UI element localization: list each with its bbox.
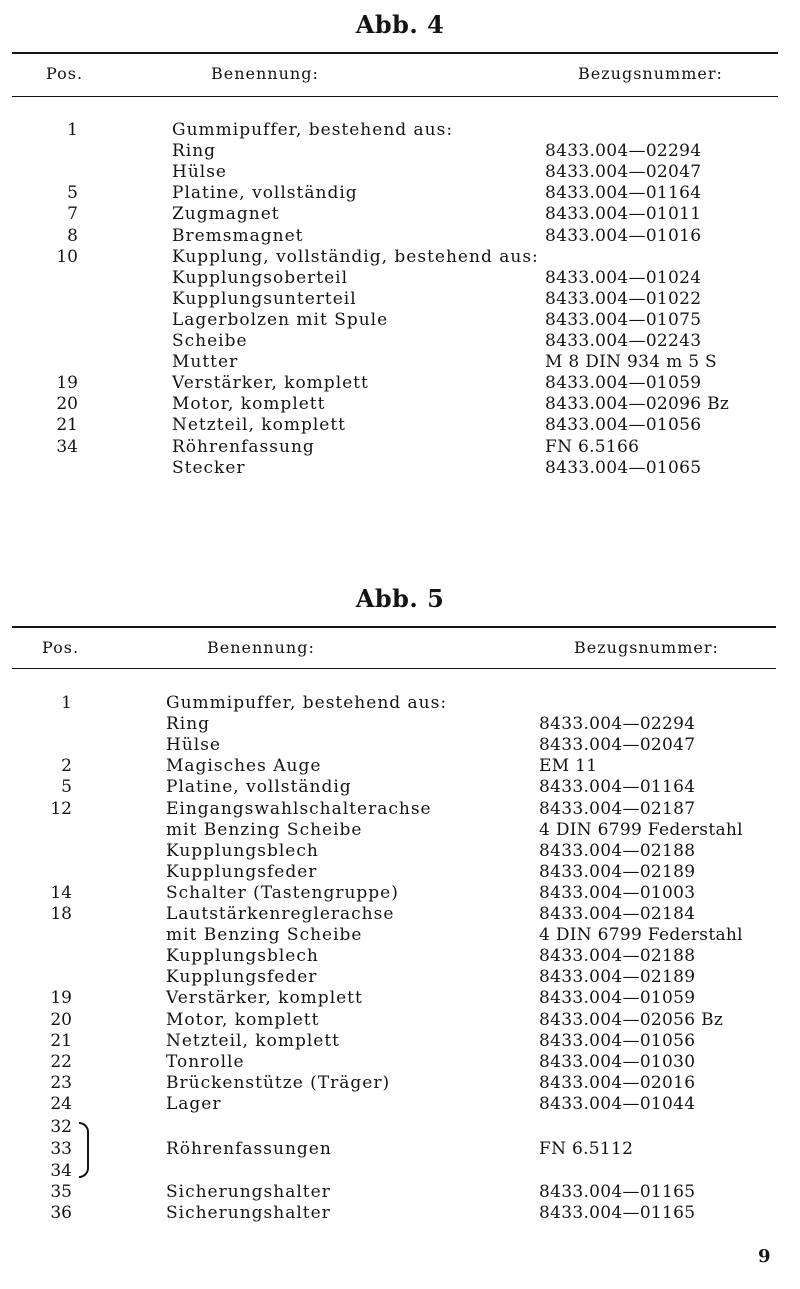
cell-benennung: Lager: [166, 1093, 222, 1114]
cell-bezugsnummer: 8433.004—01044: [539, 1093, 696, 1114]
table-row: [0, 1182, 800, 1203]
cell-benennung: Scheibe: [172, 331, 248, 351]
cell-pos: 2: [61, 756, 72, 777]
cell-pos: 23: [50, 1072, 72, 1093]
cell-bezugsnummer: 8433.004—01016: [545, 225, 702, 246]
table-row: [0, 693, 800, 714]
brace-grouping-32-34: [79, 1122, 89, 1178]
table-row: [0, 1073, 800, 1094]
table-row: [0, 331, 800, 352]
cell-benennung: Sicherungshalter: [166, 1203, 331, 1223]
cell-pos: 18: [50, 904, 72, 924]
cell-bezugsnummer: 8433.004—02047: [545, 162, 702, 183]
cell-benennung: Kupplungsblech: [166, 946, 319, 967]
cell-benennung: Magisches Auge: [166, 756, 322, 777]
cell-bezugsnummer: 8433.004—02056 Bz: [539, 1009, 724, 1030]
table-row: [0, 183, 800, 204]
cell-benennung: Netzteil, komplett: [166, 1030, 340, 1051]
cell-benennung: Netzteil, komplett: [172, 415, 346, 436]
table-row: [0, 862, 800, 883]
cell-bezugsnummer: 8433.004—02016: [539, 1072, 696, 1093]
page-number: 9: [758, 1246, 771, 1267]
cell-benennung: Brückenstütze (Träger): [166, 1072, 391, 1093]
table-row: [0, 1139, 800, 1160]
table-row: [0, 735, 800, 756]
table-row: [0, 373, 800, 394]
cell-bezugsnummer: 8433.004—01165: [539, 1203, 696, 1223]
cell-bezugsnummer: 8433.004—01056: [539, 1030, 696, 1051]
table-row: [0, 268, 800, 289]
table-row: [0, 799, 800, 820]
table-row: [0, 226, 800, 247]
cell-benennung: Kupplungsoberteil: [172, 267, 349, 288]
section-title-abb-5: Abb. 5: [355, 584, 445, 613]
cell-pos: 19: [56, 373, 78, 394]
cell-pos: 21: [56, 415, 78, 436]
cell-benennung: Kupplungsfeder: [166, 861, 318, 882]
table-row: [0, 1094, 800, 1115]
cell-pos: 1: [61, 693, 72, 713]
cell-benennung: Platine, vollständig: [166, 777, 352, 798]
cell-bezugsnummer: 4 DIN 6799 Federstahl: [539, 925, 743, 946]
cell-pos: 34: [50, 1161, 72, 1181]
table-row: [0, 204, 800, 225]
cell-benennung: Schalter (Tastengruppe): [166, 882, 399, 903]
cell-bezugsnummer: EM 11: [539, 756, 598, 777]
table-row: [0, 310, 800, 331]
section-title-abb-4: Abb. 4: [355, 10, 445, 39]
cell-bezugsnummer: 8433.004—02047: [539, 735, 696, 756]
table-row: [0, 714, 800, 735]
table-row: [0, 1010, 800, 1031]
cell-benennung: Motor, komplett: [166, 1009, 320, 1030]
cell-benennung: Lagerbolzen mit Spule: [172, 309, 389, 330]
cell-benennung: Motor, komplett: [172, 394, 326, 415]
table-row: [0, 883, 800, 904]
cell-bezugsnummer: 8433.004—02243: [545, 331, 702, 351]
column-header-bezugsnummer: Bezugsnummer:: [578, 64, 723, 83]
table-row: [0, 820, 800, 841]
cell-benennung: Ring: [166, 714, 211, 735]
cell-pos: 20: [56, 394, 78, 415]
table-row: [0, 1203, 800, 1224]
cell-pos: 33: [50, 1139, 72, 1159]
cell-bezugsnummer: 8433.004—01022: [545, 288, 702, 309]
cell-bezugsnummer: 8433.004—02096 Bz: [545, 394, 730, 415]
cell-bezugsnummer: 8433.004—02189: [539, 967, 696, 988]
table-row: [0, 289, 800, 310]
cell-benennung: Tonrolle: [166, 1051, 245, 1072]
cell-benennung: Mutter: [172, 352, 239, 373]
table-row: [0, 777, 800, 798]
cell-bezugsnummer: 8433.004—02184: [539, 904, 696, 924]
cell-pos: 20: [50, 1009, 72, 1030]
cell-bezugsnummer: 8433.004—01056: [545, 415, 702, 436]
cell-benennung: mit Benzing Scheibe: [166, 819, 363, 840]
cell-bezugsnummer: 8433.004—01164: [539, 777, 696, 798]
table-row: [0, 247, 800, 268]
cell-bezugsnummer: 8433.004—01065: [545, 457, 702, 478]
cell-benennung: Sicherungshalter: [166, 1182, 331, 1202]
table-row: [0, 925, 800, 946]
cell-pos: 5: [61, 777, 72, 798]
cell-pos: 5: [67, 183, 78, 204]
table-row: [0, 394, 800, 415]
cell-benennung: Ring: [172, 141, 217, 162]
cell-benennung: Lautstärkenreglerachse: [166, 904, 395, 924]
cell-pos: 8: [67, 225, 78, 246]
cell-bezugsnummer: 8433.004—01003: [539, 882, 696, 903]
cell-bezugsnummer: 8433.004—02294: [545, 141, 702, 162]
cell-bezugsnummer: 8433.004—02294: [539, 714, 696, 735]
cell-benennung: Kupplungsblech: [166, 840, 319, 861]
cell-benennung: Kupplungsunterteil: [172, 288, 357, 309]
cell-benennung: Eingangswahlschalterachse: [166, 798, 432, 819]
table-top-rule: [12, 52, 778, 54]
table-row: [0, 162, 800, 183]
table-row: [0, 988, 800, 1009]
cell-bezugsnummer: 4 DIN 6799 Federstahl: [539, 819, 743, 840]
column-header-pos: Pos.: [42, 638, 80, 657]
cell-benennung: Röhrenfassung: [172, 436, 315, 457]
cell-benennung: Bremsmagnet: [172, 225, 304, 246]
cell-benennung: Hülse: [172, 162, 227, 183]
cell-benennung: Stecker: [172, 457, 246, 478]
cell-benennung: Verstärker, komplett: [172, 373, 369, 394]
cell-bezugsnummer: 8433.004—02188: [539, 946, 696, 967]
cell-benennung: mit Benzing Scheibe: [166, 925, 363, 946]
table-row: [0, 120, 800, 141]
cell-benennung: Hülse: [166, 735, 221, 756]
cell-pos: 21: [50, 1030, 72, 1051]
cell-pos: 7: [67, 204, 78, 225]
cell-bezugsnummer: 8433.004—02188: [539, 840, 696, 861]
cell-benennung: Kupplung, vollständig, bestehend aus:: [172, 246, 539, 267]
column-header-bezugsnummer: Bezugsnummer:: [574, 638, 719, 657]
cell-pos: 24: [50, 1093, 72, 1114]
column-header-benennung: Benennung:: [207, 638, 315, 657]
cell-pos: 14: [50, 882, 72, 903]
table-row: [0, 967, 800, 988]
table-row: [0, 946, 800, 967]
table-top-rule: [12, 626, 776, 628]
cell-pos: 35: [50, 1182, 72, 1202]
table-row: [0, 1031, 800, 1052]
cell-bezugsnummer: 8433.004—01011: [545, 204, 702, 225]
table-row: [0, 756, 800, 777]
table-row: [0, 1052, 800, 1073]
cell-bezugsnummer: 8433.004—01075: [545, 309, 702, 330]
table-row: [0, 352, 800, 373]
table-row: [0, 437, 800, 458]
cell-bezugsnummer: M 8 DIN 934 m 5 S: [545, 352, 717, 373]
column-header-pos: Pos.: [46, 64, 84, 83]
cell-bezugsnummer: 8433.004—01024: [545, 267, 702, 288]
table-row: [0, 415, 800, 436]
table-row: [0, 1161, 800, 1182]
cell-bezugsnummer: FN 6.5112: [539, 1139, 634, 1159]
cell-bezugsnummer: 8433.004—01164: [545, 183, 702, 204]
table-row: [0, 841, 800, 862]
table-header-rule: [12, 96, 778, 97]
cell-pos: 22: [50, 1051, 72, 1072]
table-row: [0, 458, 800, 479]
cell-bezugsnummer: FN 6.5166: [545, 436, 640, 457]
cell-benennung: Gummipuffer, bestehend aus:: [172, 120, 454, 140]
table-row: [0, 904, 800, 925]
table-header-rule: [12, 668, 776, 669]
cell-benennung: Platine, vollständig: [172, 183, 358, 204]
cell-bezugsnummer: 8433.004—01059: [545, 373, 702, 394]
cell-bezugsnummer: 8433.004—01030: [539, 1051, 696, 1072]
table-row: [0, 1117, 800, 1138]
cell-bezugsnummer: 8433.004—01059: [539, 988, 696, 1009]
column-header-benennung: Benennung:: [211, 64, 319, 83]
cell-bezugsnummer: 8433.004—01165: [539, 1182, 696, 1202]
cell-benennung: Verstärker, komplett: [166, 988, 363, 1009]
cell-pos: 36: [50, 1203, 72, 1223]
cell-benennung: Zugmagnet: [172, 204, 280, 225]
cell-bezugsnummer: 8433.004—02189: [539, 861, 696, 882]
cell-benennung: Kupplungsfeder: [166, 967, 318, 988]
cell-benennung: Gummipuffer, bestehend aus:: [166, 693, 448, 713]
cell-pos: 19: [50, 988, 72, 1009]
cell-pos: 32: [50, 1117, 72, 1137]
table-row: [0, 141, 800, 162]
cell-benennung: Röhrenfassungen: [166, 1139, 332, 1159]
cell-bezugsnummer: 8433.004—02187: [539, 798, 696, 819]
cell-pos: 12: [50, 798, 72, 819]
cell-pos: 1: [67, 120, 78, 140]
cell-pos: 10: [56, 246, 78, 267]
cell-pos: 34: [56, 436, 78, 457]
